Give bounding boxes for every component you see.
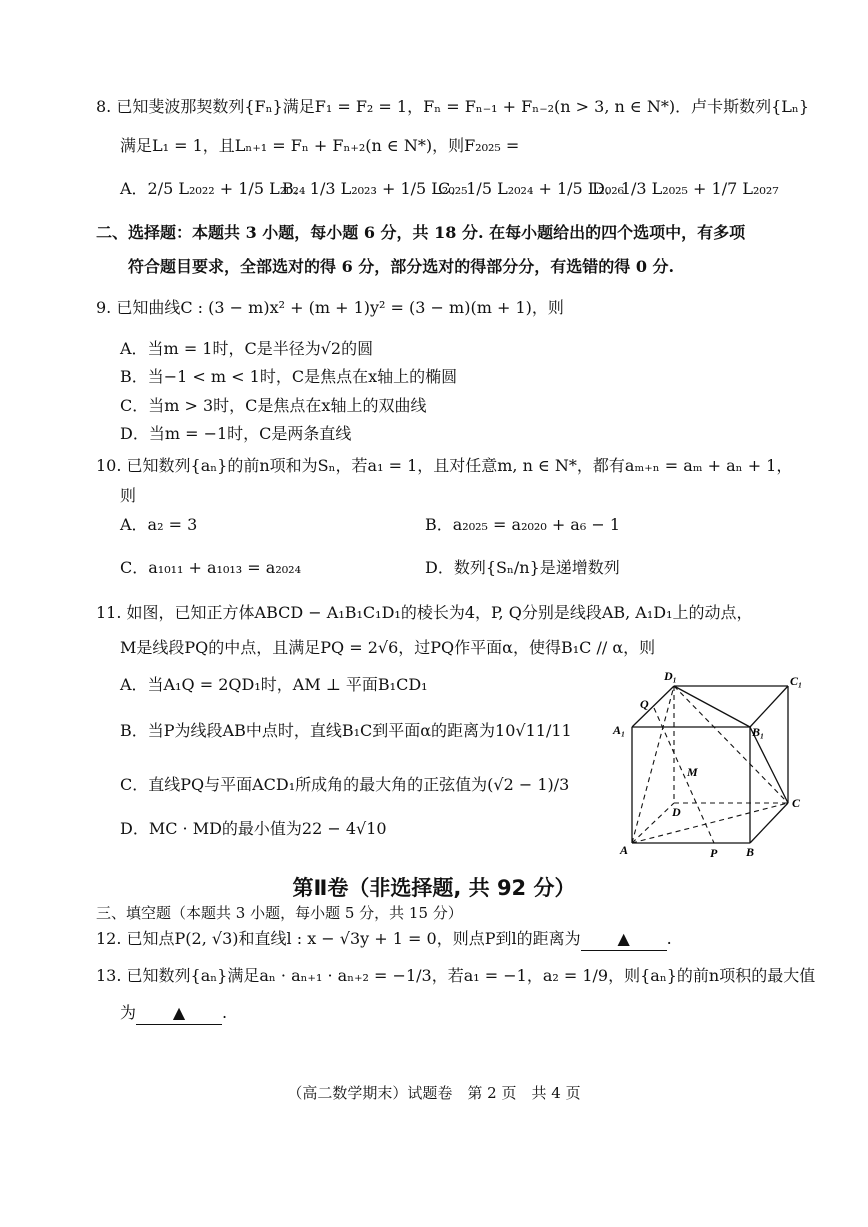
q9-option-c: C．当m > 3时，C是焦点在x轴上的双曲线 bbox=[120, 396, 427, 415]
q12-answer-blank[interactable]: ▲ bbox=[581, 928, 667, 951]
label-c: C bbox=[792, 796, 801, 810]
q8-option-b: B．1/3 L₂₀₂₃ + 1/5 L₂₀₂₅ bbox=[282, 179, 468, 198]
label-q: Q bbox=[640, 697, 649, 711]
page-footer: （高二数学期末）试题卷 第 2 页 共 4 页 bbox=[287, 1084, 581, 1102]
q11-option-c: C．直线PQ与平面ACD₁所成角的最大角的正弦值为(√2 − 1)/3 bbox=[120, 775, 570, 794]
q10-line1: 10. 已知数列{aₙ}的前n项和为Sₙ，若a₁ = 1，且对任意m, n ∈ N*，都有aₘ₊ₙ = aₘ + aₙ + 1， bbox=[96, 456, 793, 475]
q9-option-b: B．当−1 < m < 1时，C是焦点在x轴上的椭圆 bbox=[120, 367, 458, 386]
q8-line2: 满足L₁ = 1，且Lₙ₊₁ = Fₙ + Fₙ₊₂(n ∈ N*)，则F₂₀₂₅ = bbox=[120, 136, 520, 155]
q9-stem: 9. 已知曲线C : (3 − m)x² + (m + 1)y² = (3 − m)(m + 1)，则 bbox=[96, 298, 564, 317]
q8-option-a: A．2/5 L₂₀₂₂ + 1/5 L₂₀₂₄ bbox=[120, 179, 306, 198]
cube-figure bbox=[610, 668, 810, 860]
q10-line2: 则 bbox=[120, 486, 137, 505]
q13-line1: 13. 已知数列{aₙ}满足aₙ · aₙ₊₁ · aₙ₊₂ = −1/3，若a₁ = −1，a₂ = 1/9，则{aₙ}的前n项积的最大值 bbox=[96, 966, 816, 985]
q13-answer-blank[interactable]: ▲ bbox=[136, 1002, 222, 1025]
part2-title: 第Ⅱ卷（非选择题, 共 92 分） bbox=[292, 876, 576, 900]
q12-text: 12. 已知点P(2, √3)和直线l : x − √3y + 1 = 0，则点P到l的距离为 bbox=[96, 929, 581, 948]
q11-option-d: D．MC · MD的最小值为22 − 4√10 bbox=[120, 819, 387, 838]
label-a: A bbox=[620, 843, 629, 857]
q11-option-b: B．当P为线段AB中点时，直线B₁C到平面α的距离为10√11/11 bbox=[120, 721, 572, 740]
q10-option-d: D．数列{Sₙ/n}是递增数列 bbox=[425, 558, 620, 577]
label-p: P bbox=[710, 846, 718, 860]
q11-line2: M是线段PQ的中点，且满足PQ = 2√6，过PQ作平面α，使得B₁C // α，则 bbox=[120, 638, 656, 657]
q8-option-d: D．1/3 L₂₀₂₅ + 1/7 L₂₀₂₇ bbox=[592, 179, 779, 198]
label-m: M bbox=[687, 765, 698, 779]
q13-prefix: 为 bbox=[120, 1003, 137, 1022]
section2-line1: 二、选择题：本题共 3 小题，每小题 6 分，共 18 分. 在每小题给出的四个选项中，有多项 bbox=[96, 223, 746, 242]
q11-option-a: A．当A₁Q = 2QD₁时，AM ⊥ 平面B₁CD₁ bbox=[120, 675, 428, 694]
label-b1: B₁ bbox=[752, 725, 765, 739]
label-b: B bbox=[746, 845, 755, 859]
q11-line1: 11. 如图，已知正方体ABCD − A₁B₁C₁D₁的棱长为4，P, Q分别是线段AB, A₁D₁上的动点， bbox=[96, 603, 753, 622]
label-d: D bbox=[672, 805, 681, 819]
q8-line1: 8. 已知斐波那契数列{Fₙ}满足F₁ = F₂ = 1，Fₙ = Fₙ₋₁ + Fₙ₋₂(n > 3, n ∈ N*)．卢卡斯数列{Lₙ} bbox=[96, 97, 809, 116]
q10-option-a: A．a₂ = 3 bbox=[120, 515, 198, 534]
q13-tail: . bbox=[222, 1003, 228, 1022]
q10-option-b: B．a₂₀₂₅ = a₂₀₂₀ + a₆ − 1 bbox=[425, 515, 621, 534]
q9-option-d: D．当m = −1时，C是两条直线 bbox=[120, 424, 352, 443]
q9-option-a: A．当m = 1时，C是半径为√2的圆 bbox=[120, 339, 374, 358]
label-a1: A₁ bbox=[613, 723, 626, 737]
q12-tail: . bbox=[666, 929, 672, 948]
section2-line2: 符合题目要求，全部选对的得 6 分，部分选对的得部分分，有选错的得 0 分. bbox=[128, 257, 675, 276]
q12-line bbox=[96, 928, 672, 951]
q10-option-c: C．a₁₀₁₁ + a₁₀₁₃ = a₂₀₂₄ bbox=[120, 558, 301, 577]
label-c1: C₁ bbox=[790, 674, 803, 688]
q8-option-c: C．1/5 L₂₀₂₄ + 1/5 L₂₀₂₆ bbox=[438, 179, 625, 198]
q13-line2 bbox=[120, 1002, 227, 1025]
section3-heading: 三、填空题（本题共 3 小题，每小题 5 分，共 15 分） bbox=[96, 904, 463, 922]
label-d1: D₁ bbox=[664, 669, 677, 683]
